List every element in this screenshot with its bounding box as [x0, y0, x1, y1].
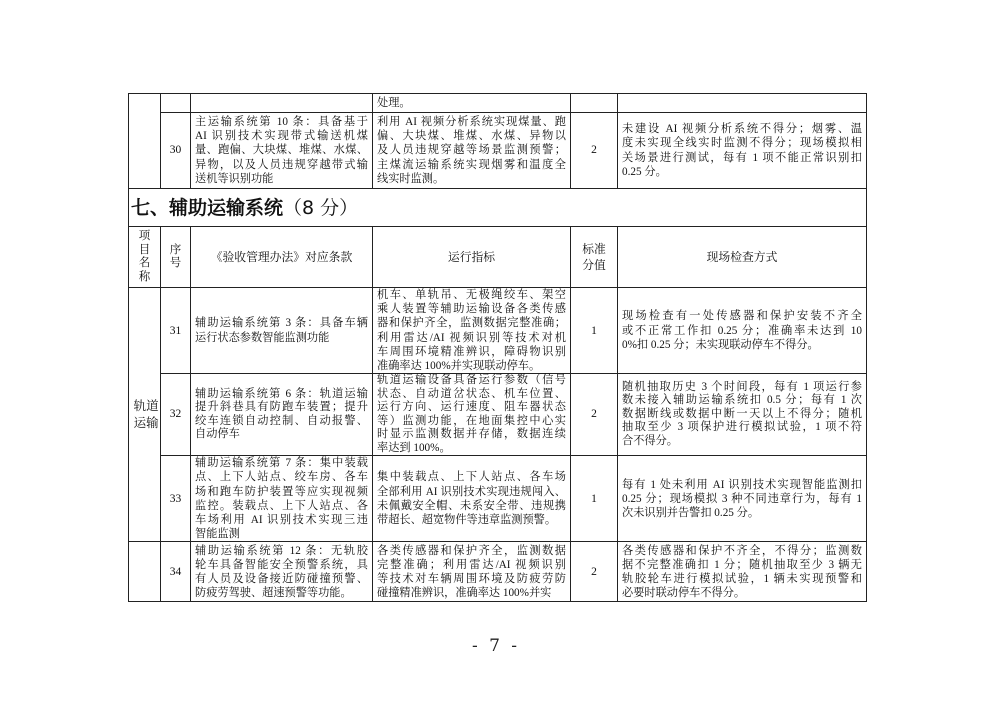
- page-number: - 7 -: [471, 636, 521, 656]
- clause-line: 主运输系统第 10 条：具备基于: [195, 115, 368, 128]
- indicator-line: 处理。: [377, 96, 411, 109]
- indicator-line: 利用 AI 视频分析系统实现煤量、跑: [377, 115, 566, 128]
- score-cell: 2: [571, 374, 618, 456]
- header-clause: 《验收管理办法》对应条款: [191, 227, 373, 288]
- section-title: [129, 189, 867, 227]
- clause-cell: [191, 542, 373, 602]
- indicator-line: 线实时监测。: [377, 172, 445, 185]
- table-row: [129, 113, 867, 189]
- header-number-cell: [161, 227, 191, 288]
- score-cell: 1: [571, 288, 618, 374]
- category-cell: [129, 542, 161, 602]
- category-label: 轨道运输: [133, 398, 159, 430]
- score-cell: 1: [571, 456, 618, 542]
- table-row: [129, 288, 867, 374]
- check-method-line: 数据断线或数据中断一天以上不得分；随机: [622, 407, 862, 420]
- check-method-line: 必要时联动停车不得分。: [622, 587, 746, 600]
- indicator-line: 未佩戴安全帽、未系安全带、违规携: [377, 499, 566, 512]
- number-cell: [161, 94, 191, 113]
- indicator-line: 各类传感器和保护齐全，监测数据: [377, 544, 566, 557]
- check-method-line: 据不完整准确扣 1 分；随机抽取至少 3 辆无: [622, 558, 862, 571]
- clause-line: 防疲劳驾驶、超速预警等功能。: [195, 587, 352, 600]
- check-method-line: 未建设 AI 视频分析系统不得分；烟雾、温: [622, 123, 862, 136]
- check-method-cell: [618, 456, 867, 542]
- check-method-line: 轨胶轮车进行模拟试验，1 辆未实现预警和: [622, 572, 862, 585]
- indicator-line: 主煤流运输系统实现烟雾和温度全: [377, 158, 566, 171]
- header-category: 项目名称: [138, 230, 151, 283]
- clause-line: 量、跑偏、大块煤、堆煤、水煤、: [195, 144, 368, 157]
- check-method-line: 次未识别并告警扣 0.25 分。: [622, 506, 760, 519]
- number-cell: 33: [161, 456, 191, 542]
- check-method-line: 抽取至少 3 项保护进行模拟试验，1 项不符: [622, 421, 862, 434]
- clause-line: 运行状态参数智能监测功能: [195, 331, 330, 344]
- check-method-line: 关场景进行测试，每有 1 项不能正常识别扣: [622, 151, 862, 164]
- check-method-line: 各类传感器和保护不齐全，不得分；监测数: [622, 544, 862, 557]
- check-method-cell: [618, 288, 867, 374]
- indicator-line: 带超长、超宽物件等违章监测预警。: [377, 514, 557, 527]
- indicator-line: 等技术对车辆周围环境及防疲劳防: [377, 572, 566, 585]
- section-title-text: 七、辅助运输系统: [131, 196, 284, 219]
- indicator-cell: [373, 113, 571, 189]
- indicator-line: 机车、单轨吊、无极绳绞车、架空: [377, 289, 566, 301]
- indicator-line: 率达到 100%。: [377, 441, 451, 454]
- check-method-line: 0.25 分；现场模拟 3 种不同违章行为，每有 1: [622, 492, 862, 505]
- acceptance-table: [128, 93, 867, 602]
- clause-cell: [191, 113, 373, 189]
- indicator-line: 器和保护齐全，监测数据完整准确；: [377, 317, 566, 330]
- table-row: [129, 456, 867, 542]
- indicator-line: 车周围环境精准辨识，障碍物识别: [377, 345, 566, 358]
- clause-cell: [191, 456, 373, 542]
- clause-line: 辅助运输系统第 7 条：集中装载: [195, 457, 368, 470]
- clause-line: 辅助运输系统第 12 条：无轨胶: [195, 544, 368, 557]
- clause-line: 辅助运输系统第 3 条：具备车辆: [195, 317, 368, 330]
- indicator-cell: [373, 542, 571, 602]
- category-cell: [129, 94, 161, 189]
- indicator-line: 全部利用 AI 识别技术实现违规闯入、: [377, 485, 566, 498]
- number-cell: 32: [161, 374, 191, 456]
- indicator-line: 准确率达 100%并实现联动停车。: [377, 360, 541, 373]
- check-method-cell: [618, 113, 867, 189]
- clause-line: 绞车连锁自动控制、自动报警、: [195, 414, 368, 427]
- indicator-line: 偏、大块煤、堆煤、水煤、异物以: [377, 130, 566, 143]
- table-row: [129, 542, 867, 602]
- check-method-line: 或不正常工作扣 0.25 分；准确率未达到 10: [622, 324, 862, 337]
- indicator-cell: [373, 94, 571, 113]
- clause-line: 辅助运输系统第 6 条：轨道运输: [195, 387, 368, 400]
- indicator-line: 等）监测功能，在地面集控中心实: [377, 414, 566, 427]
- score-cell: 2: [571, 113, 618, 189]
- check-method-cell: [618, 542, 867, 602]
- header-score-cell: [571, 227, 618, 288]
- indicator-cell: [373, 456, 571, 542]
- clause-line: 智能监测: [195, 528, 240, 541]
- indicator-line: 状态、自动道岔状态、机车位置、: [377, 387, 566, 400]
- check-method-line: 0.25 分。: [622, 165, 667, 178]
- clause-line: 轮车具备智能安全预警系统，具: [195, 558, 368, 571]
- indicator-line: 集中装载点、上下人站点、各车场: [377, 471, 566, 484]
- clause-line: 送机等识别功能: [195, 172, 274, 185]
- header-number: 序号: [169, 243, 182, 269]
- indicator-cell: [373, 374, 571, 456]
- check-method-line: 每有 1 处未利用 AI 识别技术实现智能监测扣: [622, 478, 862, 491]
- header-check-method: 现场检查方式: [618, 227, 867, 288]
- indicator-line: 时显示监测数据并存储，数据连续: [377, 428, 566, 441]
- clause-cell: [191, 374, 373, 456]
- check-method-line: 现场检查有一处传感器和保护安装不齐全: [622, 310, 862, 323]
- number-cell: 34: [161, 542, 191, 602]
- check-method-cell: [618, 374, 867, 456]
- indicator-line: 轨道运输设备具备运行参数（信号: [377, 374, 566, 387]
- category-cell: [129, 288, 161, 542]
- check-method-line: 度未实现全线实时监测不得分；现场模拟相: [622, 137, 862, 150]
- clause-line: 提升斜巷具有防跑车装置；提升: [195, 401, 368, 414]
- indicator-line: 利用雷达/AI 视频识别等技术对机: [377, 331, 566, 344]
- clause-cell: [191, 94, 373, 113]
- header-category-cell: [129, 227, 161, 288]
- score-cell: 2: [571, 542, 618, 602]
- indicator-line: 碰撞精准辨识，准确率达 100%并实: [377, 587, 552, 600]
- check-method-line: 0%扣 0.25 分；未实现联动停车不得分。: [622, 338, 819, 351]
- header-row: [129, 227, 867, 288]
- indicator-cell: [373, 288, 571, 374]
- table-row: [129, 374, 867, 456]
- clause-line: 异物，以及人员违规穿越带式输: [195, 158, 368, 171]
- clause-line: 有人员及设备接近防碰撞预警、: [195, 572, 368, 585]
- header-score: 标准分值: [582, 242, 606, 272]
- clause-line: 自动停车: [195, 428, 240, 441]
- section-score-text: （8 分）: [283, 196, 359, 219]
- indicator-line: 完整准确；利用雷达/AI 视频识别: [377, 558, 566, 571]
- indicator-line: 及人员违规穿越等场景监测预警；: [377, 144, 566, 157]
- score-cell: [571, 94, 618, 113]
- check-method-cell: [618, 94, 867, 113]
- check-method-line: 数未接入辅助运输系统扣 0.5 分；每有 1 次: [622, 394, 862, 407]
- number-cell: 30: [161, 113, 191, 189]
- clause-cell: [191, 288, 373, 374]
- number-cell: 31: [161, 288, 191, 374]
- section-row: [129, 189, 867, 227]
- table-row: [129, 94, 867, 113]
- check-method-line: 合不得分。: [622, 434, 678, 447]
- clause-line: 点、上下人站点、绞车房、各车: [195, 471, 368, 484]
- clause-line: 监控。装载点、上下人站点、各: [195, 499, 368, 512]
- indicator-line: 乘人装置等辅助运输设备各类传感: [377, 303, 566, 316]
- clause-line: 车场利用 AI 识别技术实现三违: [195, 514, 368, 527]
- header-indicator: 运行指标: [373, 227, 571, 288]
- clause-line: 场和跑车防护装置等应实现视频: [195, 485, 368, 498]
- clause-line: AI 识别技术实现带式输送机煤: [195, 130, 368, 143]
- check-method-line: 随机抽取历史 3 个时间段，每有 1 项运行参: [622, 380, 862, 393]
- indicator-line: 运行方向、运行速度、阻车器状态: [377, 401, 566, 414]
